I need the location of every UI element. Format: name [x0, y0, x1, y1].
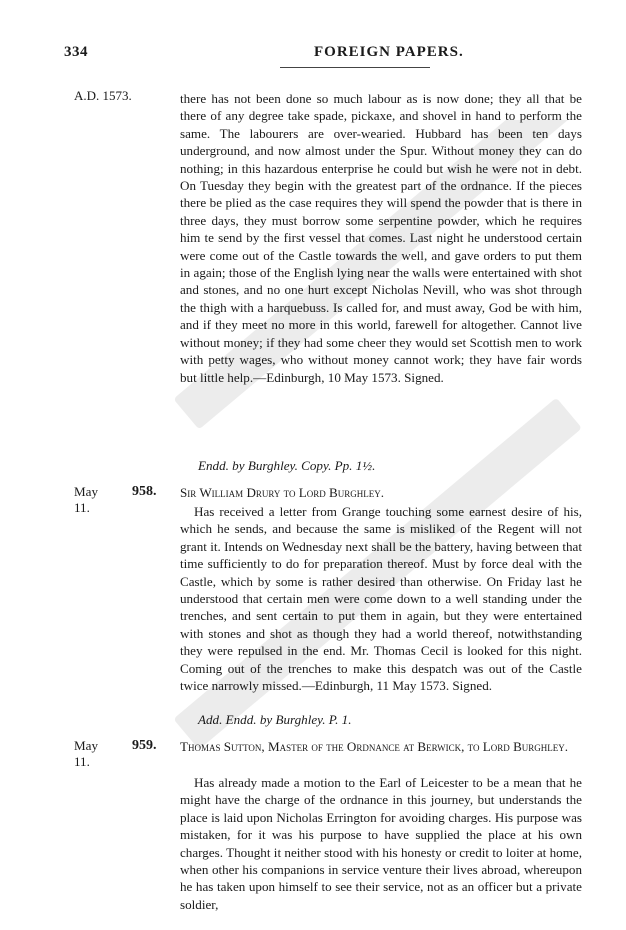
running-title: FOREIGN PAPERS. [314, 44, 464, 60]
running-header [64, 44, 586, 64]
margin-year: A.D. 1573. [74, 88, 132, 103]
entry-title: Thomas Sutton, Master of the Ordnance at Berwick, to Lord Burghley. [180, 739, 569, 754]
entry-title: Sir William Drury to Lord Burghley. [180, 485, 385, 500]
entry-date: May 11. [74, 738, 99, 769]
continuation-endorsement: Endd. by Burghley. Copy. Pp. 1½. [198, 458, 376, 473]
entry-959-text: Has already made a motion to the Earl of Leicester to be a mean that he might have the charge of the ordnance in this journey, but understands the place is laid upon Nicholas Errington for avoiding charges. His purpose was mistaken, for it was his purpose to have supplied the place at his own charges. Thought it neither stood with his honesty or credit to loiter at home, when other his companions in service venture their lives abroad, whereupon he has taken upon himself to see their service, not as an officer but a private soldier, [180, 775, 582, 912]
page-number: 334 [64, 44, 88, 60]
entry-date: May 11. [74, 484, 99, 515]
continuation-text: there has not been done so much labour as is now done; they all that be there of any degree take spade, pickaxe, and shovel in hand to perform the same. The labourers are over-wearied. Hubbard has been ten days underground, and now almost under the Spur. Without money they can do nothing; in this hazardous enterprise he could but wish he were not in debt. On Tuesday they begin with the greatest part of the ordnance. If the pieces there be plied as the case requires they will spend the powder that is there in three days, they must borrow some serpentine powder, which he requires him te send by the first vessel that comes. Last night he understood certain were come out of the Castle towards the well, and gave orders to put them in again; those of the English lying near the walls were entertained with shot and stones, and no one hurt except Nicholas Nevill, who was shot through the thigh with a harquebuss. Is called for, and must away, God be with him, and if they meet no more in this world, farewell for altogether. Cannot live without money; if they had some cheer they would set Scottish men to work with petty wages, who without money cannot work; they have fair words but little help.—Edinburgh, 10 May 1573. Signed. [180, 91, 582, 385]
entry-number: 959. [132, 738, 157, 753]
entry-number: 958. [132, 484, 157, 499]
header-rule [280, 67, 430, 68]
entry-958-text: Has received a letter from Grange touching some earnest desire of his, which he sends, and because the same is misliked of the Regent will not grant it. Intends on Wednesday next shall be the battery, having between that time sufficiently to do for preparation thereof. Must by force deal with the Castle, which by some is rather desired than otherwise. On Friday last he understood that certain men were come down to a well standing under the trenches, and sent certain to put them in again, but they were entertained with stones and shot as though they had a world thereof, notwithstanding they were repulsed in the end. Mr. Thomas Cecil is looked for this night. Coming out of the trenches to make this despatch was out of the Castle twice narrowly missed.—Edinburgh, 11 May 1573. Signed. [180, 504, 582, 694]
entry-958-endorsement: Add. Endd. by Burghley. P. 1. [198, 712, 352, 727]
